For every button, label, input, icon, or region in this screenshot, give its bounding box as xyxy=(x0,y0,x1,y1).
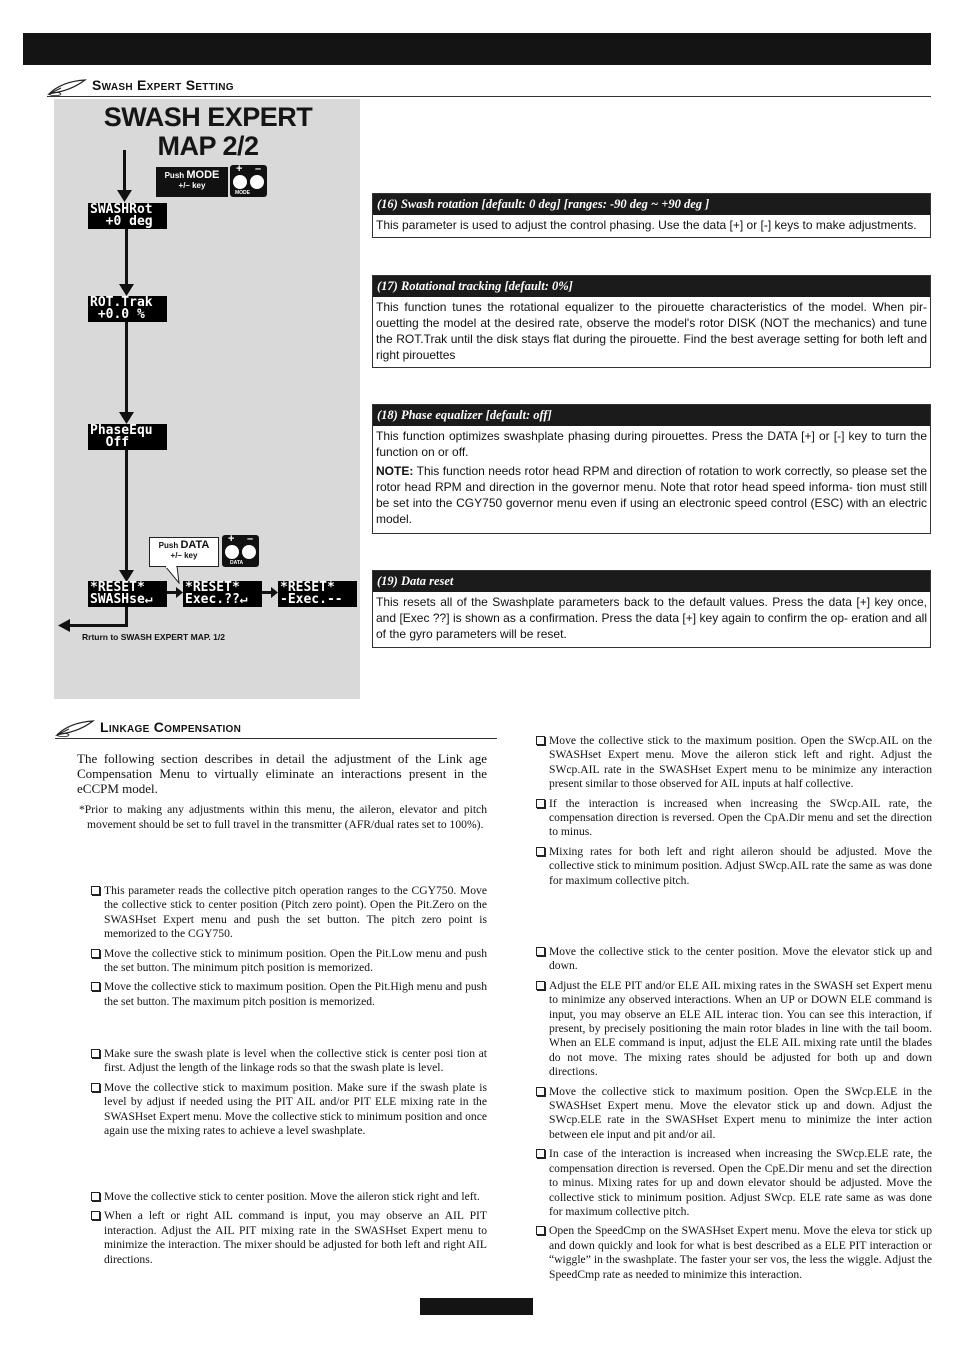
callout-push-text: Push xyxy=(164,171,185,180)
flow-line xyxy=(125,228,128,290)
list-item-text: Adjust the ELE PIT and/or ELE AIL mixing rates in the SWASH set Expert menu to minimize any observed interactions. When an UP or DOWN ELE command is input, you may observe an ELE AIL interac tion. You can see this interaction, if present, by precisely positioning the main rotor blades in line with the tail boom. When an ELE command is input, adjust the ELE AIL mixing rate until the blades do not move. The mixing rates should be adjusted for both up and down directions. xyxy=(549,978,932,1079)
callout-pointer xyxy=(165,566,181,584)
lcd-reset-exec xyxy=(183,581,262,607)
list-item xyxy=(536,979,932,1080)
lcd-line: SWASHRot xyxy=(90,202,153,217)
flow-line xyxy=(125,450,128,575)
note-label: NOTE: xyxy=(376,464,414,478)
section-rule xyxy=(47,96,931,97)
swcp-ail-list xyxy=(536,734,932,888)
flow-line xyxy=(125,322,128,417)
list-item xyxy=(536,945,932,974)
minus-key-icon xyxy=(242,545,256,559)
callout-key-sub: +/– key xyxy=(170,551,198,560)
checkbox-icon xyxy=(91,1083,100,1092)
param-box-data-reset xyxy=(372,570,931,648)
list-item xyxy=(536,1147,932,1219)
lcd-phaseequ xyxy=(88,424,167,450)
lcd-line: Off xyxy=(90,435,130,450)
list-item xyxy=(91,1209,487,1267)
quill-icon xyxy=(47,78,87,101)
plus-label: + xyxy=(228,533,235,545)
section-title-swash: Swash Expert Setting xyxy=(92,77,234,93)
lcd-line: SWASHse↵ xyxy=(90,592,153,607)
minus-label: – xyxy=(247,533,254,545)
list-item-text: Open the SpeedCmp on the SWASHset Expert menu. Move the eleva tor stick up and down quickly and look for what is best described as a ELE PIT interaction or “wiggle” in the swashplate. The faster your ser vos, the less the wiggle. Adjust the SpeedCmp rate as needed to minimize this interaction. xyxy=(549,1224,932,1281)
param-box-text: This parameter is used to adjust the control phasing. Use the data [+] or [-] keys to make adjustments. xyxy=(376,218,917,232)
lcd-line: *RESET* xyxy=(280,580,335,595)
arrow-right-icon xyxy=(167,587,183,599)
list-item xyxy=(91,1190,487,1204)
mode-key-callout xyxy=(156,167,228,197)
list-item-text: Move the collective stick to minimum position. Open the Pit.Low menu and push the set button. The minimum pitch position is memorized. xyxy=(104,946,487,975)
checkbox-icon xyxy=(91,1211,100,1220)
lcd-reset-done xyxy=(278,581,357,607)
plus-key-icon xyxy=(233,175,247,189)
checkbox-icon xyxy=(91,982,100,991)
arrow-left-icon xyxy=(58,619,70,632)
list-item-text: Mixing rates for both left and right aileron should be adjusted. Move the collective stick to minimum position. Adjust SWcp.AIL rate the same as was done for maximum collective pitch. xyxy=(549,844,932,887)
list-item xyxy=(536,797,932,840)
panel-title-line2: MAP 2/2 xyxy=(157,131,259,161)
list-item xyxy=(536,734,932,792)
lcd-line: *RESET* xyxy=(90,580,145,595)
plus-label: + xyxy=(236,163,243,175)
plus-key-icon xyxy=(225,545,239,559)
page-number-bar xyxy=(420,1298,533,1315)
list-item-text: Move the collective stick to maximum position. Open the Pit.High menu and push the set button. The maximum pitch position is memorized. xyxy=(104,980,487,1008)
lcd-line: PhaseEqu xyxy=(90,423,153,438)
checkbox-icon xyxy=(536,981,545,990)
section-rule xyxy=(55,738,497,739)
list-item-text: Make sure the swash plate is level when the collective stick is center posi tion at first. Adjust the length of the linkage rods so that the swash plate is level. xyxy=(104,1047,487,1075)
pitch-compensation-list xyxy=(91,1047,487,1138)
elevator-compensation-list xyxy=(536,945,932,1282)
param-box-text: This function tunes the rotational equalizer to the pirouette characteristics of the model. When pir- ouetting the model at the desired rate, observe the model's rotor DISK (NOT the mechanics) and tune the ROT.Trak until the disk stays flat during the pirouette. Find the best average setting for both left and right pirouettes xyxy=(376,300,927,362)
list-item-text: When a left or right AIL command is input, you may observe an AIL PIT interaction. Adjust the AIL PIT mixing rate in the SWASHset Expert menu to minimize the interaction. The mixer should be adjusted for both left and right AIL directions. xyxy=(104,1209,487,1266)
lcd-reset-swashset xyxy=(88,581,167,607)
checkbox-icon xyxy=(536,847,545,856)
linkage-note: *Prior to making any adjustments within this menu, the aileron, elevator and pitch movement should be set to full travel in the transmitter (AFR/dual rates set to 100%). xyxy=(79,803,487,831)
lcd-line: +0 deg xyxy=(90,214,153,229)
list-item-text: Move the collective stick to the maximum position. Open the SWcp.AIL on the SWASHset Expert menu. Move the aileron stick left and right. Adjust the SWcp.AIL rate in the SWASHset Expert menu to be minimize any interaction present similar to those observed for AIL inputs at half collective. xyxy=(549,734,932,791)
minus-key-icon xyxy=(250,175,264,189)
section-title-linkage: Linkage Compensation xyxy=(100,719,242,735)
list-item xyxy=(91,884,487,942)
mode-keys-icon xyxy=(230,165,267,197)
param-box-head: (16) Swash rotation [default: 0 deg] [ranges: -90 deg ~ +90 deg ] xyxy=(373,194,930,215)
list-item xyxy=(91,947,487,976)
lcd-rottrak xyxy=(88,296,167,322)
list-item-text: Move the collective stick to the center position. Move the elevator stick up and down. xyxy=(549,945,932,973)
param-box-head: (18) Phase equalizer [default: off] xyxy=(373,405,930,426)
callout-key-name: DATA xyxy=(180,539,210,551)
checkbox-icon xyxy=(91,1192,100,1201)
list-item xyxy=(91,1047,487,1076)
param-box-rotational-tracking xyxy=(372,275,931,368)
data-keys-icon xyxy=(222,535,259,567)
lcd-line: Exec.??↵ xyxy=(185,592,248,607)
flow-line xyxy=(68,624,128,627)
list-item-text: This parameter reads the collective pitch operation ranges to the CGY750. Move the collective stick to center position (Pitch zero point). Open the Pit.Zero on the SWASHset Expert menu and push the set button. The pitch zero point is memorized to the CGY750. xyxy=(104,884,487,941)
checkbox-icon xyxy=(91,949,100,958)
checkbox-icon xyxy=(536,1149,545,1158)
param-box-text: This function optimizes swashplate phasing during pirouettes. Press the DATA [+] or [-] key to turn the function on or off. xyxy=(376,429,927,459)
checkbox-icon xyxy=(536,1087,545,1096)
lcd-line: +0.0 % xyxy=(90,307,145,322)
list-item-text: Move the collective stick to maximum position. Make sure if the swash plate is level by adjust if needed using the PIT AIL and/or PIT ELE mixing rate in the SWASHset Expert menu. Move the collective stick to minimum position and once again use the mixing rates to achieve a level swashplate. xyxy=(104,1080,487,1138)
minus-label: – xyxy=(255,163,262,175)
list-item xyxy=(536,1085,932,1143)
param-box-text: This resets all of the Swashplate parameters back to the default values. Press the data [+] key once, and [Exec ??] is shown as a confirmation. Press the data [+] key again to confirm the op- eration and all of the gyro parameters will be reset. xyxy=(376,595,927,641)
list-item xyxy=(536,845,932,888)
arrow-down-icon xyxy=(117,190,132,202)
list-item-text: Move the collective stick to center position. Move the aileron stick right and left. xyxy=(104,1190,480,1203)
list-item-text: In case of the interaction is increased when increasing the SWcp.ELE rate, the compensation direction is reversed. Open the CpE.Dir menu and set the direction to minus. Mixing rates for up and down elevator should be adjusted. Move the collective stick to minimum position. Adjust SWcp. ELE rate same as was done for maximum collective pitch. xyxy=(549,1147,932,1218)
keys-label: MODE xyxy=(235,190,250,196)
checkbox-icon xyxy=(536,736,545,745)
checkbox-icon xyxy=(536,947,545,956)
note-text: This function needs rotor head RPM and direction of rotation to work correctly, so please set the rotor head RPM and direction in the governor menu. Note that rotor head speed informa- tion must still be set into the CGY750 governor menu even if using an electronic speed control (ESC) with an electric model. xyxy=(376,464,927,526)
checkbox-icon xyxy=(536,799,545,808)
lcd-line: *RESET* xyxy=(185,580,240,595)
callout-push-text: Push xyxy=(158,541,179,550)
param-box-note xyxy=(373,463,930,530)
pitch-range-list xyxy=(91,884,487,1009)
panel-title-line1: SWASH EXPERT xyxy=(103,102,313,132)
keys-label: DATA xyxy=(230,560,244,566)
arrow-right-icon xyxy=(262,587,278,599)
lcd-line: ROT.Trak xyxy=(90,295,153,310)
data-key-callout xyxy=(149,537,219,567)
list-item xyxy=(91,1081,487,1139)
lcd-swashrot xyxy=(88,203,167,229)
param-box-head: (17) Rotational tracking [default: 0%] xyxy=(373,276,930,297)
checkbox-icon xyxy=(91,1049,100,1058)
list-item-text: Move the collective stick to maximum position. Open the SWcp.ELE in the SWASHset Expert menu. Move the elevator stick up and down. Adjust the SWcp.ELE rate in the SWASHset Expert menu to minimize the inter action between ele input and pit and/or ail. xyxy=(549,1084,932,1141)
list-item-text: If the interaction is increased when increasing the SWcp.AIL rate, the compensation direction is reversed. Open the CpA.Dir menu and set the direction to minus. xyxy=(549,796,932,839)
checkbox-icon xyxy=(536,1226,545,1235)
param-box-phase-equalizer xyxy=(372,404,931,534)
aileron-compensation-list xyxy=(91,1190,487,1267)
linkage-intro: The following section describes in detail the adjustment of the Link age Compensation Menu to virtually eliminate an interactions present in the eCCPM model. xyxy=(77,751,487,796)
list-item xyxy=(536,1224,932,1282)
param-box-head: (19) Data reset xyxy=(373,571,930,592)
list-item xyxy=(91,980,487,1009)
callout-key-name: MODE xyxy=(186,169,220,181)
header-bar xyxy=(23,33,931,65)
flow-line xyxy=(125,606,128,626)
lcd-line: -Exec.-- xyxy=(280,592,343,607)
return-label: Rrturn to SWASH EXPERT MAP. 1/2 xyxy=(82,632,225,642)
callout-key-sub: +/– key xyxy=(178,181,206,190)
checkbox-icon xyxy=(91,886,100,895)
param-box-swash-rotation xyxy=(372,193,931,238)
